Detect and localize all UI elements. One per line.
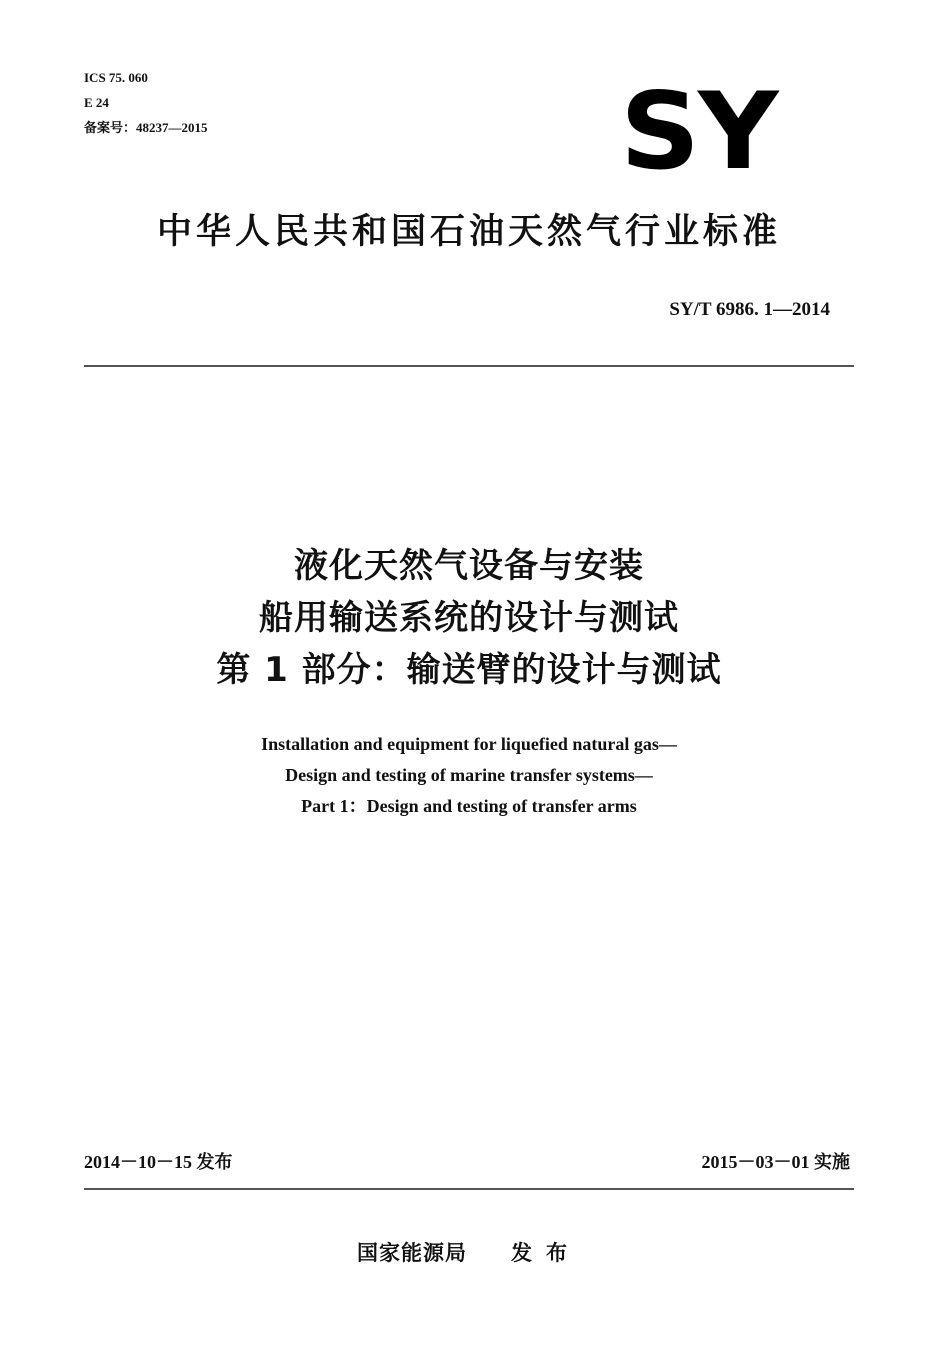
sy-logo: SY bbox=[620, 70, 777, 193]
english-title-line-3: Part 1：Design and testing of transfer arms bbox=[301, 796, 637, 816]
chinese-title-line-3: 第 1 部分：输送臂的设计与测试 bbox=[216, 650, 722, 690]
bottom-divider bbox=[84, 1188, 854, 1190]
organization-title: 中华人民共和国石油天然气行业标准 bbox=[156, 212, 781, 252]
record-number: 备案号：48237—2015 bbox=[84, 120, 208, 135]
issue-date: 2014－10－15 发布 bbox=[84, 1152, 233, 1172]
chinese-title-line-2: 船用输送系统的设计与测试 bbox=[259, 598, 679, 638]
publisher-line bbox=[84, 1238, 854, 1268]
ccs-code: E 24 bbox=[84, 95, 109, 110]
english-title-line-2: Design and testing of marine transfer systems— bbox=[285, 765, 653, 785]
standard-number: SY/T 6986. 1—2014 bbox=[669, 299, 830, 320]
english-title-line-1: Installation and equipment for liquefied natural gas— bbox=[261, 734, 677, 754]
top-divider bbox=[84, 365, 854, 367]
publisher-organization: 国家能源局 bbox=[357, 1241, 467, 1265]
chinese-title-line-1: 液化天然气设备与安装 bbox=[294, 546, 644, 586]
ics-code: ICS 75. 060 bbox=[84, 70, 148, 85]
publisher-action: 发布 bbox=[511, 1241, 581, 1265]
implementation-date: 2015－03－01 实施 bbox=[701, 1152, 850, 1172]
